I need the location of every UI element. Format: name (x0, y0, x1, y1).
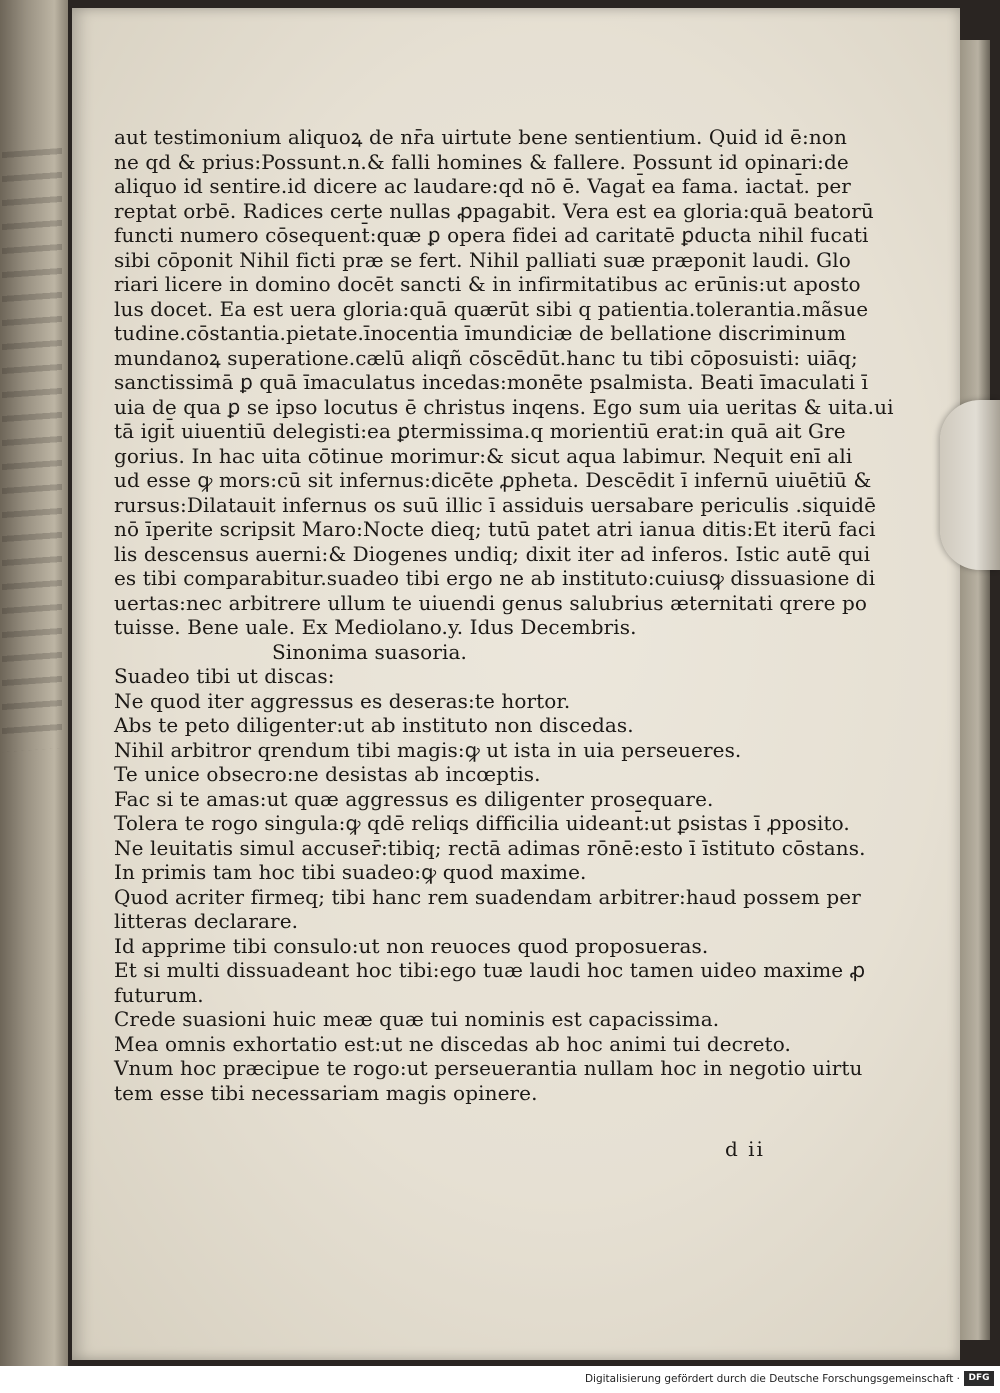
text-line: riari licere in domino docēt sancti & in infirmitatibus ac erūnis:ut aposto (114, 272, 861, 296)
synonym-line: Fac si te amas:ut quæ aggressus es diligenter prosequare. (114, 786, 714, 811)
facing-page-edge (0, 0, 68, 1366)
text-line: aliquo id sentire.id dicere ac laudare:qd nō ē. Vagat̄ ea fama. iactat̄. per (114, 174, 851, 198)
synonym-line: Id apprime tibi consulo:ut non reuoces quod proposueras. (114, 933, 709, 958)
text-line: sanctissimā ꝑ quā īmaculatus incedas:monēte psalmista. Beati īmaculati ī (114, 370, 869, 394)
synonym-line: tem esse tibi necessariam magis opinere. (114, 1080, 538, 1105)
text-line: uia de qua ꝑ se ipso locutus ē christus inqens. Ego sum uia ueritas & uita.ui (114, 394, 894, 419)
synonym-line: Et si multi dissuadeant hoc tibi:ego tuæ laudi hoc tamen uideo maxime ꝓ (114, 958, 866, 982)
synonym-line: Vnum hoc præcipue te rogo:ut perseuerantia nullam hoc in negotio uirtu (114, 1056, 863, 1080)
letter-body (114, 125, 894, 640)
text-line: functi numero cōsequent̄:quæ ꝑ opera fidei ad caritatē ꝑducta nihil fucati (114, 223, 869, 247)
footer-credit: Digitalisierung gefördert durch die Deutsche Forschungsgemeinschaft · (584, 1373, 960, 1385)
synonym-line: Mea omnis exhortatio est:ut ne discedas ab hoc animi tui decreto. (114, 1031, 791, 1056)
page-fore-edge (960, 40, 990, 1340)
section-heading: Sinonima suasoria. (272, 639, 467, 664)
text-line: reptat orbē. Radices certe nullas ꝓpagabit. Vera est ea gloria:quā beatorū (114, 198, 874, 223)
text-line: mundanoꝝ superatione.cælū aliqñ cōscēdūt.hanc tu tibi cōposuisti: uiāq; (114, 345, 858, 370)
signature-mark: d ii (725, 1137, 765, 1161)
synonym-line: Ne quod iter aggressus es deseras:te hortor. (114, 688, 571, 713)
text-line: ud esse ꝙ mors:cū sit infernus:dicēte ꝓpheta. Descēdit ī infernū uiuētiū & (114, 468, 872, 492)
synonym-line: Tolera te rogo singula:ꝙ qdē reliqs difficilia uideant̄:ut ꝑsistas ī ꝓposito. (114, 811, 850, 835)
footer-bar (0, 1366, 1000, 1393)
synonym-list (114, 664, 866, 1105)
synonym-line: In primis tam hoc tibi suadeo:ꝙ quod maxime. (114, 860, 587, 884)
synonym-line: Quod acriter firmeq; tibi hanc rem suadendam arbitrer:haud possem per (114, 884, 861, 909)
text-line: lus docet. Ea est uera gloria:quā quærūt sibi q patientia.tolerantia.mãsue (114, 296, 869, 321)
text-line: uertas:nec arbitrere ullum te uiuendi genus salubrius æternitati qrere po (114, 590, 868, 615)
page-clip (940, 400, 1000, 570)
text-line: ne qd & prius:Possunt.n.& falli homines & fallere. Possunt id opinari:de (114, 149, 849, 174)
dfg-logo-icon: DFG (964, 1371, 994, 1386)
text-line: rursus:Dilatauit infernus os suū illic ī assiduis uersabare periculis .siquidē (114, 492, 877, 517)
synonym-line: litteras declarare. (114, 909, 299, 933)
synonym-line: Te unice obsecro:ne desistas ab incœptis. (114, 762, 541, 786)
synonym-line: Ne leuitatis simul accuser̄:tibiq; rectā adimas rōnē:esto ī īstituto cōstans. (114, 835, 866, 860)
facing-page-text-traces (2, 148, 62, 752)
text-line: tā igit̄ uiuentiū delegisti:ea ꝑtermissima.q morientiū erat:in quā ait Gre (114, 419, 846, 443)
text-line: es tibi comparabitur.suadeo tibi ergo ne ab instituto:cuiusꝙ dissuasione di (114, 566, 876, 590)
page-text-block (114, 125, 894, 1105)
synonym-line: Abs te peto diligenter:ut ab instituto non discedas. (114, 713, 634, 737)
text-line: nō īperite scripsit Maro:Nocte dieq; tutū patet atri ianua ditis:Et iterū faci (114, 517, 876, 541)
synonym-line: Suadeo tibi ut discas: (114, 664, 335, 688)
text-line: aut testimonium aliquoꝝ de nr̄a uirtute bene sentientium. Quid id ē:non (114, 125, 847, 149)
synonym-line: Nihil arbitror qrendum tibi magis:ꝙ ut ista in uia perseueres. (114, 737, 742, 762)
text-line: lis descensus auerni:& Diogenes undiq; dixit iter ad inferos. Istic autē qui (114, 541, 871, 566)
text-line: tuisse. Bene uale. Ex Mediolano.y. Idus Decembris. (114, 615, 637, 639)
text-line: gorius. In hac uita cōtinue morimur:& sicut aqua labimur. Nequit enī ali (114, 443, 853, 468)
synonym-line: futurum. (114, 982, 204, 1007)
synonym-line: Crede suasioni huic meæ quæ tui nominis est capacissima. (114, 1007, 720, 1031)
text-line: tudine.cōstantia.pietate.īnocentia īmundiciæ de bellatione discriminum (114, 321, 847, 345)
text-line: sibi cōponit Nihil ficti præ se fert. Nihil palliati suæ præponit laudi. Glo (114, 247, 851, 272)
